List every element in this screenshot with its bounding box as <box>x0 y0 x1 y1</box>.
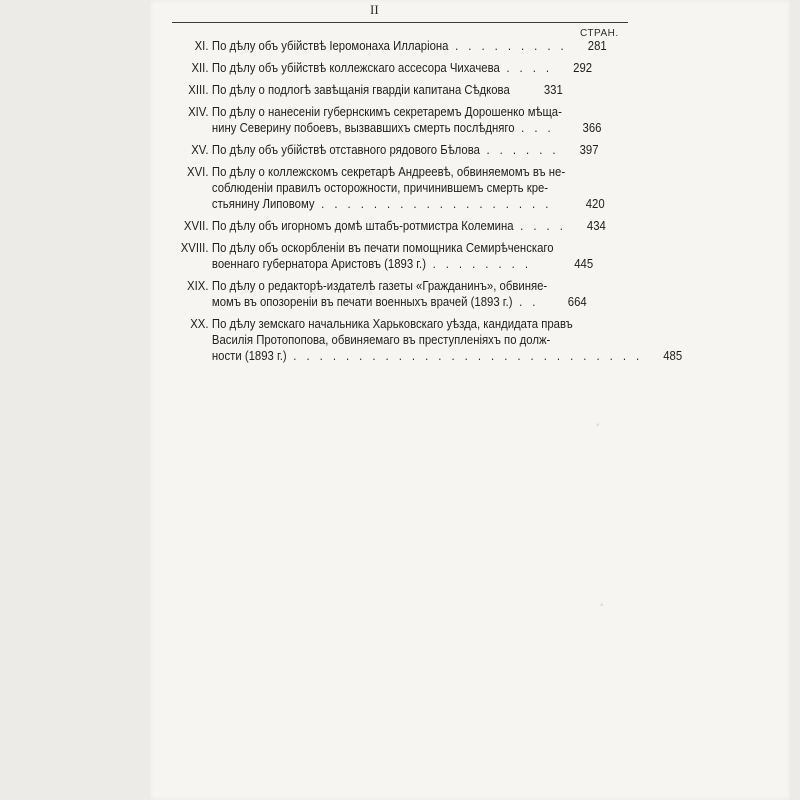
toc-entry-text: По дѣлу земскаго начальника Харьковскаго уѣзда, кандидата правъ <box>211 316 573 331</box>
toc-entry-text: По дѣлу объ убійствѣ Іеромонаха Илларіона <box>211 38 449 53</box>
toc-entry-text: По дѣлу объ оскорбленіи въ печати помощника Семирѣченскаго <box>211 240 554 255</box>
toc-entry-line <box>212 332 643 348</box>
toc-entry-body <box>212 82 563 98</box>
toc-entry-text: соблюденіи правилъ осторожности, причинившемъ смерть кре- <box>211 180 549 195</box>
table-of-contents <box>150 38 683 370</box>
toc-entry-text: По дѣлу объ игорномъ домѣ штабъ-ротмистра Колемина <box>211 218 514 233</box>
toc-entry <box>150 164 605 212</box>
toc-page-number: 331 <box>543 82 563 97</box>
toc-entry-line <box>212 294 547 310</box>
toc-entry-line <box>212 164 565 180</box>
toc-entry-text: По дѣлу о нанесеніи губернскимъ секретаремъ Дорошенко мѣща- <box>211 104 562 119</box>
toc-entry <box>150 316 683 364</box>
toc-leader-dots: . . . . . . . . . . . . . . . . . . . . . . . . . . . <box>286 348 643 363</box>
toc-entry-line <box>212 104 562 120</box>
toc-leader-dots: . . . . <box>513 218 567 233</box>
toc-page-number: 397 <box>579 142 599 157</box>
toc-entry <box>150 218 606 234</box>
toc-entry-text: стьянину Липовому <box>211 196 315 211</box>
toc-entry-line <box>212 196 565 212</box>
toc-entry-line <box>212 38 567 54</box>
toc-entry-body <box>212 104 602 136</box>
toc-entry-body <box>212 164 605 212</box>
toc-entry-text: По дѣлу о редакторѣ-издателѣ газеты «Гражданинъ», обвиняе- <box>211 278 548 293</box>
toc-page-number: 366 <box>582 120 602 135</box>
toc-entry-line <box>212 218 566 234</box>
page-column-label: СТРАН. <box>580 28 619 39</box>
toc-leader-dots: . . . . . . . . . <box>448 38 568 53</box>
toc-page-number: 445 <box>574 256 594 271</box>
toc-entry-number: XVI. <box>187 164 209 179</box>
toc-entry-text: По дѣлу объ убійствѣ коллежскаго ассесора Чихачева <box>211 60 500 75</box>
toc-entry-number: XVIII. <box>180 240 209 255</box>
toc-page-number: 292 <box>573 60 593 75</box>
toc-entry-line <box>212 180 565 196</box>
toc-entry-text: нину Северину побоевъ, вызвавшихъ смерть послѣдняго <box>211 120 515 135</box>
toc-entry-number: XV. <box>191 142 209 157</box>
toc-entry-number: XVII. <box>183 218 209 233</box>
page-number: II <box>370 2 379 17</box>
bleed-through-mark: ▪ <box>600 600 604 611</box>
toc-entry-body <box>212 240 593 272</box>
toc-entry-body <box>212 278 587 310</box>
toc-entry-text: момъ въ опозореніи въ печати военныхъ врачей (1893 г.) <box>211 294 513 309</box>
toc-entry-body <box>212 60 592 76</box>
toc-page-number: 664 <box>567 294 587 309</box>
toc-entry-line <box>212 256 554 272</box>
toc-entry-number: XX. <box>190 316 209 331</box>
toc-page-number: 281 <box>587 38 607 53</box>
toc-entry-text: военнаго губернатора Аристовъ (1893 г.) <box>211 256 426 271</box>
toc-entry-text: Василія Протопопова, обвиняемаго въ преступленіяхъ по долж- <box>211 332 551 347</box>
toc-entry <box>150 278 587 310</box>
toc-entry <box>150 104 602 136</box>
toc-entry-body <box>212 142 599 158</box>
bleed-through-mark: ▪ <box>596 420 600 431</box>
toc-leader-dots: . . . . . . . . <box>425 256 532 271</box>
toc-page-number: 420 <box>585 196 605 211</box>
toc-entry-line <box>212 142 559 158</box>
toc-leader-dots: . . . . . . . . . . . . . . . . . . <box>314 196 552 211</box>
toc-entry-number: XII. <box>191 60 209 75</box>
header-rule <box>172 22 628 23</box>
toc-entry-number: XI. <box>194 38 209 53</box>
toc-entry-body <box>212 316 682 364</box>
toc-page-number: 485 <box>663 348 683 363</box>
toc-entry-body <box>212 38 607 54</box>
toc-entry-text: ности (1893 г.) <box>211 348 287 363</box>
toc-entry <box>150 38 607 54</box>
toc-entry-body <box>212 218 606 234</box>
toc-entry-line <box>212 120 562 136</box>
toc-leader-dots: . . . . . . <box>479 142 559 157</box>
toc-entry <box>150 82 563 98</box>
toc-leader-dots: . . . . <box>499 60 553 75</box>
toc-entry-line <box>212 240 554 256</box>
toc-entry-text: По дѣлу объ убійствѣ отставного рядового Бѣлова <box>211 142 480 157</box>
toc-entry-text: По дѣлу о подлогѣ завѣщанія гвардіи капитана Сѣдкова <box>211 82 510 97</box>
toc-entry-number: XIII. <box>188 82 209 97</box>
toc-entry-number: XIV. <box>188 104 209 119</box>
toc-page-number: 434 <box>586 218 606 233</box>
toc-entry-line <box>212 82 523 98</box>
toc-entry <box>150 240 594 272</box>
toc-entry <box>150 60 593 76</box>
toc-entry-line <box>212 60 553 76</box>
toc-entry-line <box>212 316 643 332</box>
toc-entry-line <box>212 348 643 364</box>
toc-leader-dots: . . <box>512 294 539 309</box>
toc-entry-line <box>212 278 547 294</box>
toc-entry-number: XIX. <box>187 278 209 293</box>
toc-entry-text: По дѣлу о коллежскомъ секретарѣ Андреевѣ, обвиняемомъ въ не- <box>211 164 566 179</box>
toc-leader-dots: . . . <box>514 120 555 135</box>
toc-entry <box>150 142 599 158</box>
